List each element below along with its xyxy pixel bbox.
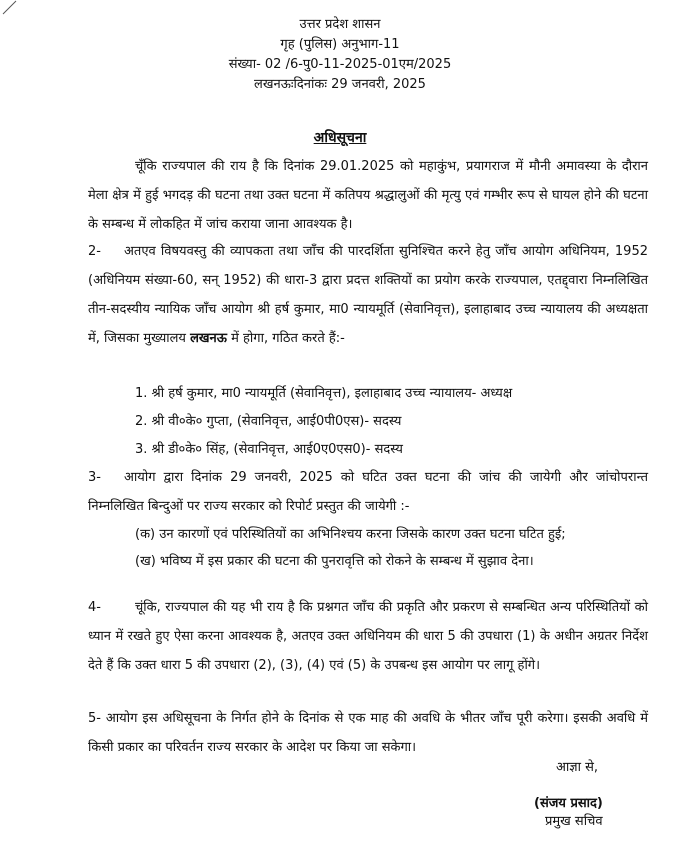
paragraph-2-text: अतएव विषयवस्तु की व्यापकता तथा जाँच की पारदर्शिता सुनिश्चित करने हेतु जाँच आयोग अधिनियम, 1952 (अधिनियम संख्या-60, सन् 1952) की धारा-3 द्वारा प्रदत्त शक्तियों का प्रयोग करके राज्यपाल, एतद्द्वारा निम्नलिखित तीन-सदस्यीय न्यायिक जाँच आयोग श्री हर्ष कुमार, मा0 न्यायमूर्ति (सेवानिवृत्त), इलाहाबाद उच्च न्यायालय की अध्यक्षता में, जिसका मुख्यालय	[88, 244, 648, 346]
member-2: 2. श्री वी०के० गुप्ता, (सेवानिवृत्त, आई0पी0एस)- सदस्य	[135, 414, 402, 429]
paragraph-5	[88, 704, 648, 762]
point-ka: (क) उन कारणों एवं परिस्थितियों का अभिनिश्चय करना जिसके कारण उक्त घटना घटित हुई;	[135, 527, 566, 542]
member-3: 3. श्री डी०के० सिंह, (सेवानिवृत्त, आई0ए0एस0)- सदस्य	[135, 442, 403, 457]
header-place-date: लखनऊःदिनांकः 29 जनवरी, 2025	[254, 77, 426, 92]
header-reference-number: संख्या- 02 /6-पु0-11-2025-01एम/2025	[228, 57, 452, 72]
signature-order: आज्ञा से,	[556, 760, 599, 775]
paragraph-3-text: आयोग द्वारा दिनांक 29 जनवरी, 2025 को घटित उक्त घटना की जांच की जायेगी और जांचोपरान्त निम्नलिखित बिन्दुओं पर राज्य सरकार को रिपोर्ट प्रस्तुत की जायेगी :-	[88, 470, 648, 514]
paragraph-2	[88, 237, 648, 353]
paragraph-1	[88, 152, 648, 239]
notification-title-text: अधिसूचना	[313, 130, 367, 146]
headquarters-city: लखनऊ	[190, 331, 227, 346]
header-govt: उत्तर प्रदेश शासन	[299, 17, 381, 32]
paragraph-5-text: 5- आयोग इस अधिसूचना के निर्गत होने के दिनांक से एक माह की अवधि के भीतर जाँच पूरी करेगा। इसकी अवधि में किसी प्रकार का परिवर्तन राज्य सरकार के आदेश पर किया जा सकेगा।	[88, 711, 648, 755]
member-1: 1. श्री हर्ष कुमार, मा0 न्यायमूर्ति (सेवानिवृत्त), इलाहाबाद उच्च न्यायालय- अध्यक्ष	[135, 386, 513, 401]
paragraph-2-text-end: में होगा, गठित करते हैं:-	[226, 331, 345, 346]
paragraph-3-number: 3-	[88, 470, 101, 485]
point-kha: (ख) भविष्य में इस प्रकार की घटना की पुनरावृत्ति को रोकने के सम्बन्ध में सुझाव देना।	[135, 554, 534, 569]
paragraph-1-text: चूँकि राज्यपाल की राय है कि दिनांक 29.01.2025 को महाकुंभ, प्रयागराज में मौनी अमावस्या के दौरान मेला क्षेत्र में हुई भगदड़ की घटना तथा उक्त घटना में कतिपय श्रद्धालुओं की मृत्यु एवं गम्भीर रूप से घायल होने की घटना के सम्बन्ध में लोकहित में जांच कराया जाना आवश्यक है।	[88, 159, 648, 232]
signatory-designation: प्रमुख सचिव	[545, 814, 603, 829]
signatory-name: (संजय प्रसाद)	[534, 796, 603, 811]
paragraph-4-number: 4-	[88, 600, 101, 615]
paragraph-3	[88, 463, 648, 521]
notification-title	[0, 128, 680, 147]
header-department: गृह (पुलिस) अनुभाग-11	[280, 37, 400, 52]
paragraph-4	[88, 593, 648, 680]
paragraph-4-text: चूंकि, राज्यपाल की यह भी राय है कि प्रश्नगत जाँच की प्रकृति और प्रकरण से सम्बन्धित अन्य परिस्थितियों को ध्यान में रखते हुए ऐसा करना आवश्यक है, अतएव उक्त अधिनियम की धारा 5 की उपधारा (1) के अधीन अग्रतर निर्देश देते हैं कि उक्त धारा 5 की उपधारा (2), (3), (4) एवं (5) के उपबन्ध इस आयोग पर लागू होंगे।	[88, 600, 648, 673]
paragraph-2-number: 2-	[88, 244, 101, 259]
